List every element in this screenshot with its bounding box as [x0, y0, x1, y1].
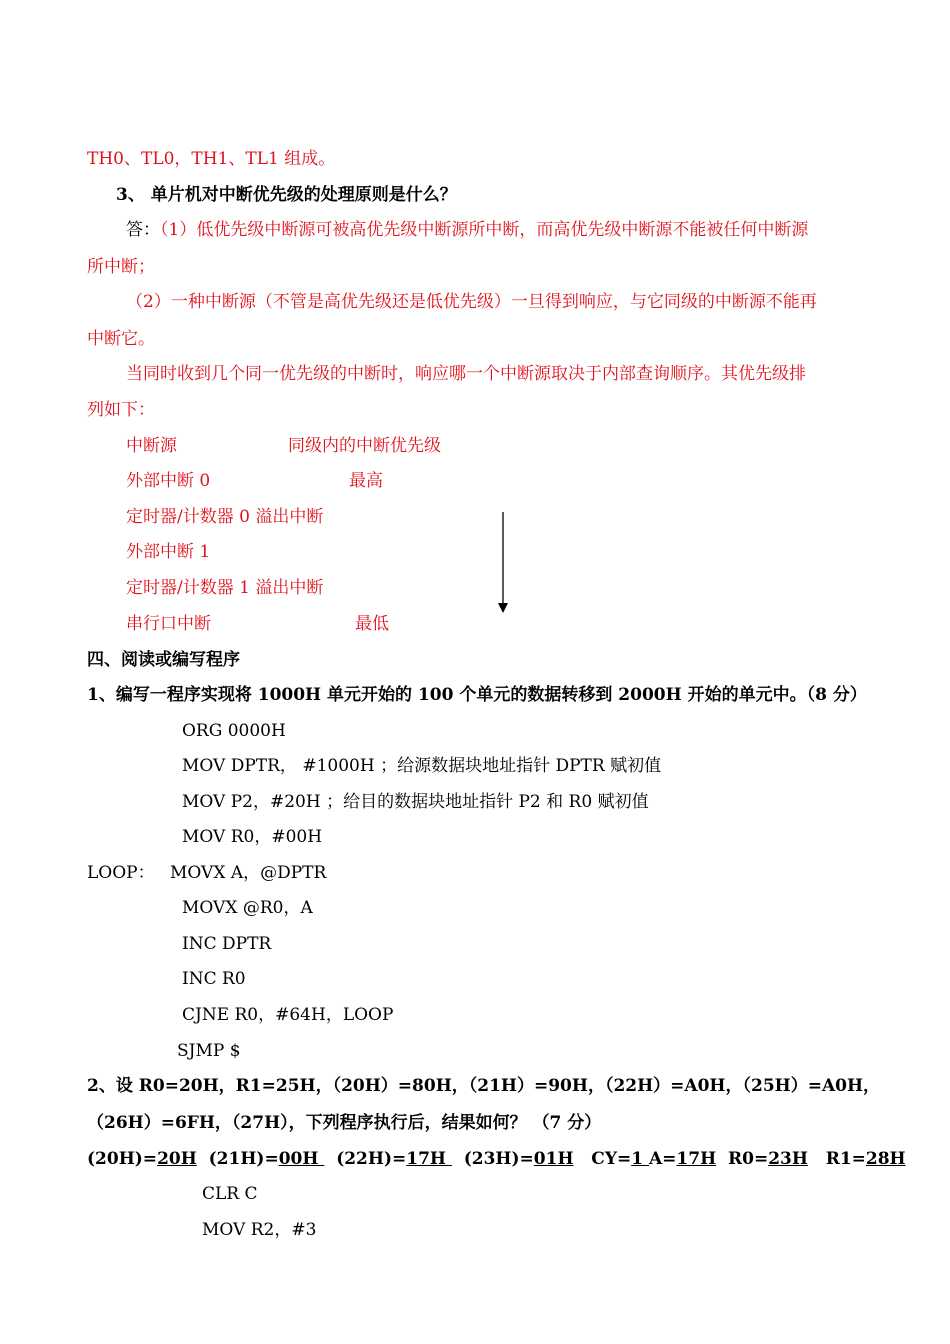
- result-label: (20H)=: [87, 1149, 158, 1169]
- code-line: ORG 0000H: [182, 721, 286, 741]
- code-line: MOVX @R0，A: [182, 898, 313, 918]
- result-value: 1: [631, 1149, 649, 1169]
- table-row-source: 定时器/计数器 0 溢出中断: [126, 507, 324, 527]
- code-line: SJMP $: [177, 1041, 241, 1061]
- answer-line-2: （1）低优先级中断源可被高优先级中断源所中断，而高优先级中断源不能被任何中断源: [160, 220, 809, 240]
- table-row-priority: 最低: [355, 614, 389, 634]
- code-line: CJNE R0，#64H，LOOP: [182, 1005, 394, 1025]
- answer-block: [126, 219, 808, 241]
- code-line: MOV R2，#3: [202, 1220, 317, 1240]
- result-value: 17H: [406, 1149, 452, 1169]
- code-line: INC DPTR: [182, 934, 272, 954]
- table-row-priority: 最高: [349, 471, 383, 491]
- answer-line-5: 中断它。: [87, 329, 155, 349]
- answer-line-3: 所中断；: [87, 257, 155, 277]
- result-value: 28H: [865, 1149, 906, 1169]
- answer-line-7: 列如下：: [87, 400, 155, 420]
- code-line: MOVX A，@DPTR: [170, 863, 327, 883]
- table-row-source: 定时器/计数器 1 溢出中断: [126, 578, 324, 598]
- result-value: 23H: [768, 1149, 808, 1169]
- answer-line-1: TH0、TL0，TH1、TL1 组成。: [87, 149, 336, 169]
- code-line: MOV P2，#20H ；给目的数据块地址指针 P2 和 R0 赋初值: [182, 792, 649, 812]
- question-1-title: 1、编写一程序实现将 1000H 单元开始的 100 个单元的数据转移到 2000H 开始的单元中。（8 分）: [87, 685, 867, 705]
- code-label: LOOP：: [87, 863, 155, 883]
- question-3-title: 3、 单片机对中断优先级的处理原则是什么？: [116, 185, 457, 205]
- table-header-priority: 同级内的中断优先级: [288, 436, 441, 456]
- result-label: (21H)=: [208, 1149, 279, 1169]
- table-header-source: 中断源: [126, 436, 177, 456]
- result-line: [87, 1148, 906, 1170]
- result-value: 17H: [676, 1149, 717, 1169]
- result-label: (22H)=: [336, 1149, 407, 1169]
- result-label: A=: [648, 1149, 677, 1169]
- table-row-source: 外部中断 1: [126, 542, 211, 562]
- code-line: MOV R0，#00H: [182, 827, 323, 847]
- result-label: (23H)=: [463, 1149, 534, 1169]
- result-value: 20H: [157, 1149, 197, 1169]
- result-label: CY=: [591, 1149, 632, 1169]
- result-value: 00H: [278, 1149, 325, 1169]
- section-title: 四、阅读或编写程序: [87, 650, 240, 670]
- code-line: CLR C: [202, 1184, 258, 1204]
- answer-prefix: 答：: [126, 220, 160, 240]
- code-line: MOV DPTR， #1000H ；给源数据块地址指针 DPTR 赋初值: [182, 756, 662, 776]
- question-2-title-line-1: 2、设 R0=20H，R1=25H，（20H）=80H，（21H）=90H，（22H）=A0H，（25H）=A0H，: [87, 1076, 881, 1096]
- table-row-source: 外部中断 0: [126, 471, 211, 491]
- answer-line-4: （2）一种中断源（不管是高优先级还是低优先级）一旦得到响应，与它同级的中断源不能再: [126, 292, 817, 312]
- result-label: R0=: [727, 1149, 769, 1169]
- result-label: R1=: [825, 1149, 866, 1169]
- answer-line-6: 当同时收到几个同一优先级的中断时，响应哪一个中断源取决于内部查询顺序。其优先级排: [126, 364, 806, 384]
- table-row-source: 串行口中断: [126, 614, 211, 634]
- result-value: 01H: [533, 1149, 574, 1169]
- code-line: INC R0: [182, 969, 246, 989]
- question-2-title-line-2: （26H）=6FH，（27H），下列程序执行后，结果如何？ （7 分）: [87, 1113, 602, 1133]
- down-arrow-icon: [495, 512, 511, 614]
